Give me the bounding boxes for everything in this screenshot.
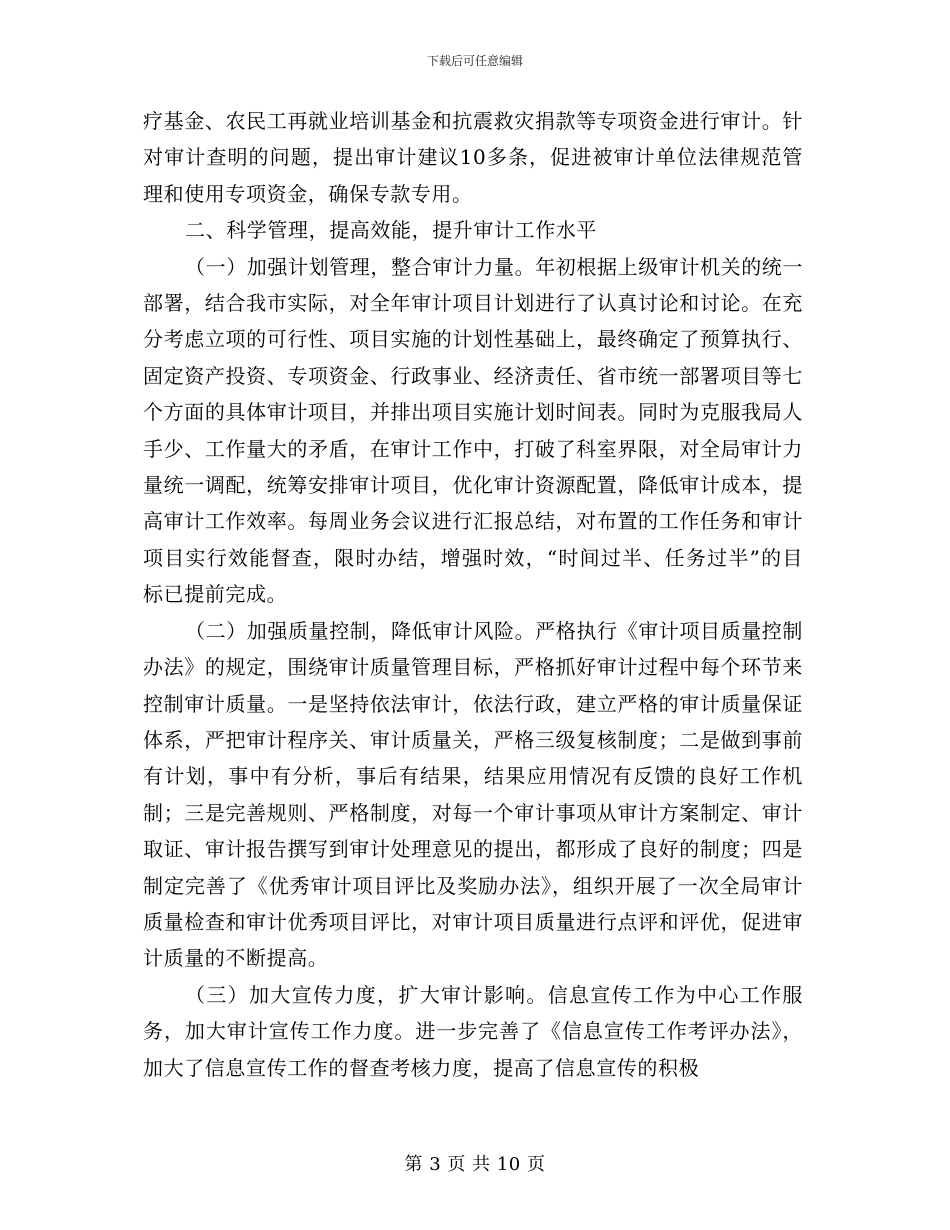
section-heading: 二、科学管理，提高效能，提升审计工作水平 [185, 218, 597, 243]
page-header: 下载后可任意编辑 [426, 54, 523, 68]
paragraph-plan-management: （一）加强计划管理，整合审计力量。年初根据上级审计机关的统一部署，结合我市实际，对全年审计项目计划进行了认真讨论和讨论。在充分考虑立项的可行性、项目实施的计划性基础上，最终确定了预算执行、固定资产投资、专项资金、行政事业、经济责任、省市统一部署项目等七个方面的具体审计项目，并排出项目实施计划时间表。同时为克服我局人手少、工作量大的矛盾，在审计工作中，打破了科室界限，对全局审计力量统一调配，统筹安排审计项目，优化审计资源配置，降低审计成本，提高审计工作效率。每周业务会议进行汇报总结，对布置的工作任务和审计项目实行效能督查，限时办结，增强时效，“时间过半、任务过半”的目标已提前完成。 [143, 254, 803, 607]
paragraph-quality-control: （二）加强质量控制，降低审计风险。严格执行《审计项目质量控制办法》的规定，围绕审计质量管理目标，严格抓好审计过程中每个环节来控制审计质量。一是坚持依法审计，依法行政，建立严格的审计质量保证体系，严把审计程序关、审计质量关，严格三级复核制度；二是做到事前有计划，事中有分析，事后有结果，结果应用情况有反馈的良好工作机制；三是完善规则、严格制度，对每一个审计事项从审计方案制定、审计取证、审计报告撰写到审计处理意见的提出，都形成了良好的制度；四是制定完善了《优秀审计项目评比及奖励办法》，组织开展了一次全局审计质量检查和审计优秀项目评比，对审计项目质量进行点评和评优，促进审计质量的不断提高。 [143, 618, 803, 971]
document-body [143, 103, 803, 1086]
paragraph-continuation: 疗基金、农民工再就业培训基金和抗震救灾捐款等专项资金进行审计。针对审计查明的问题，提出审计建议10多条，促进被审计单位法律规范管理和使用专项资金，确保专款专用。 [143, 109, 803, 206]
page-number: 第 3 页 共 10 页 [404, 1154, 546, 1175]
paragraph-publicity: （三）加大宣传力度，扩大审计影响。信息宣传工作为中心工作服务，加大审计宣传工作力度。进一步完善了《信息宣传工作考评办法》，加大了信息宣传工作的督查考核力度，提高了信息宣传的积极 [143, 982, 803, 1080]
